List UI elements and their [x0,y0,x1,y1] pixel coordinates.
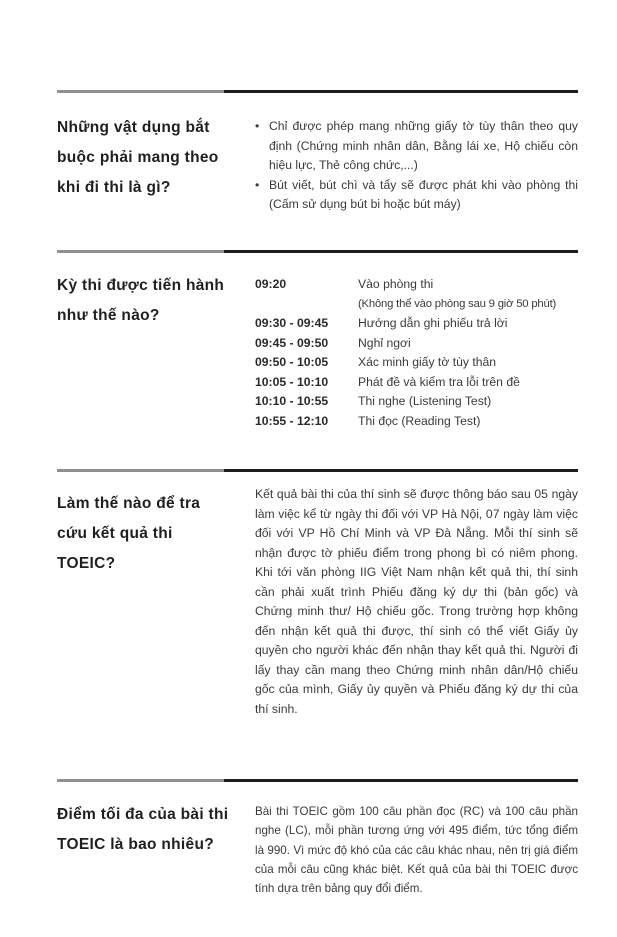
schedule-desc: Hướng dẫn ghi phiếu trả lời [358,316,508,330]
schedule-row [255,334,578,354]
schedule-time: 09:45 - 09:50 [255,335,329,350]
schedule-time: 09:50 - 10:05 [255,355,329,369]
bullet-item: • Chỉ được phép mang những giấy tờ tùy thân theo quy định (Chứng minh nhân dân, Bằng lái xe, Hộ chiếu còn hiệu lực, Thẻ công chức,...) [255,117,578,176]
faq-question: Kỳ thi được tiến hành như thế nào? [57,277,225,324]
schedule-row [255,314,578,334]
faq-answer: Bài thi TOEIC gồm 100 câu phần đọc (RC) và 100 câu phần nghe (LC), mỗi phần tương ứng với 495 điểm, tức tổng điểm là 990. Vì mức độ khó của các câu khác nhau, nên trị giá điểm của mỗi câu cũng khác biệt. Kết quả của bài thi TOEIC được tính dựa trên bảng quy đổi điểm. [255,805,578,896]
schedule-time: 10:55 - 12:10 [255,413,329,428]
schedule-time: 10:05 - 10:10 [255,374,329,389]
schedule-row [255,353,578,373]
schedule-table [255,275,578,431]
schedule-row [255,412,578,432]
bullet-item: • Bút viết, bút chì và tẩy sẽ được phát khi vào phòng thi (Cấm sử dụng bút bi hoặc bút máy) [255,176,578,215]
faq-question: Điểm tối đa của bài thi TOEIC là bao nhiêu? [57,806,229,853]
schedule-row [255,392,578,412]
schedule-desc: Xác minh giấy tờ tùy thân [358,355,497,369]
schedule-row [255,373,578,393]
schedule-desc: Phát đề và kiểm tra lỗi trên đề [358,374,520,389]
faq-question: Những vật dụng bắt buộc phải mang theo khi đi thi là gì? [57,119,219,196]
schedule-time: 09:20 [255,277,287,291]
section-divider [57,250,578,253]
schedule-time: 10:10 - 10:55 [255,394,329,408]
schedule-row [255,275,578,314]
schedule-time: 09:30 - 09:45 [255,316,329,330]
faq-section-check-results [57,469,578,716]
schedule-note: (Không thể vào phòng sau 9 giờ 50 phút) [358,297,557,310]
faq-section-exam-schedule [57,250,578,428]
faq-answer: Kết quả bài thi của thí sinh sẽ được thông báo sau 05 ngày làm việc kể từ ngày thi đối với VP Hà Nội, 07 ngày làm việc đối với VP Hồ Chí Minh và VP Đà Nẵng. Mỗi thí sinh sẽ nhận được tờ phiếu điểm trong phong bì có niêm phong. Khi tới văn phòng IIG Việt Nam nhận kết quả thi, thí sinh cần phải xuất trình Phiếu đăng ký dự thi (bản gốc) và Chứng minh thư/ Hộ chiếu gốc. Trong trường hợp không đến nhận kết quả thi được, thí sinh có thể viết Giấy ủy quyền cho người khác đến nhận thay kết quả thi. Người đi lấy thay cần mang theo Chứng minh nhân dân/Hộ chiếu gốc của mình, Giấy ủy quyền và Phiếu đăng ký dự thi của thí sinh. [255,487,578,716]
faq-answer [255,117,578,215]
section-divider [57,469,578,472]
schedule-desc: Thi nghe (Listening Test) [358,394,492,408]
schedule-desc: Thi đọc (Reading Test) [358,413,481,428]
faq-section-max-score [57,779,578,896]
faq-section-required-items [57,90,578,211]
section-divider [57,779,578,782]
schedule-desc: Nghỉ ngơi [358,335,411,350]
faq-question: Làm thế nào để tra cứu kết quả thi TOEIC? [57,495,201,572]
section-divider [57,90,578,93]
schedule-desc: Vào phòng thi [358,277,434,291]
